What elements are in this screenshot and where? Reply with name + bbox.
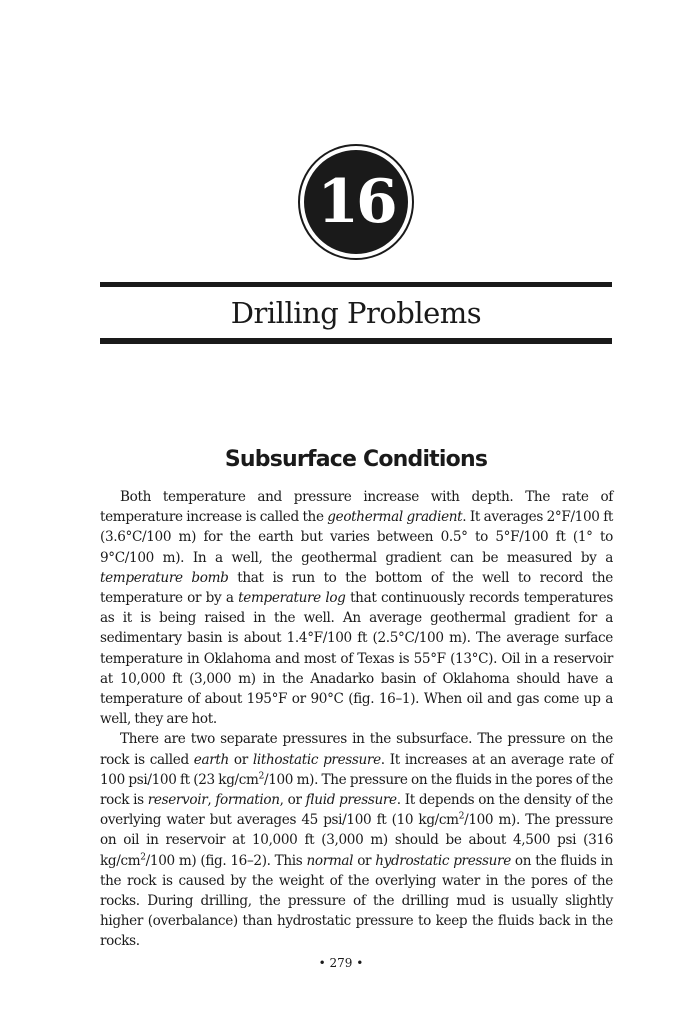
term-normal: normal (306, 852, 354, 869)
chapter-number: 16 (317, 167, 395, 237)
page-number: • 279 • (318, 956, 364, 970)
text-run: or (353, 852, 376, 869)
paragraph-pressure (100, 729, 613, 951)
term-reservoir: reservoir (147, 792, 208, 809)
superscript: 2 (258, 771, 264, 782)
text-run: , or (279, 792, 306, 809)
text-run: /100 m). The pressure on oil in reservoir at 10,000 ft (3,000 m) should be about 4,500 psi (316 kg/cm (100, 812, 613, 869)
term-lithostatic-pressure: lithostatic pressure (252, 751, 381, 768)
text-run: . It averages 2°F/100 ft (3.6°C/100 m) for the earth but varies between 0.5° to 5°F/100 ft (1° to 9°C/100 m). In a well, the geothermal gradient can be measured by a (100, 509, 614, 566)
text-run: There are two separate pressures in the subsurface. The pressure on the rock is called (100, 731, 613, 768)
title-rule-top (100, 282, 612, 287)
term-formation: formation (215, 792, 280, 809)
term-temperature-bomb: temperature bomb (100, 569, 229, 586)
chapter-title: Drilling Problems (230, 296, 482, 330)
paragraph-temperature (100, 487, 613, 729)
superscript: 2 (458, 811, 465, 822)
term-earth: earth (193, 751, 229, 768)
text-run: or (228, 751, 253, 768)
term-hydrostatic-pressure: hydrostatic pressure (375, 852, 511, 869)
title-rule-bottom (100, 338, 612, 344)
chapter-number-badge (298, 144, 414, 260)
text-run: on the fluids in the rock is caused by the weight of the overlying water in the pores of the rocks. During drilling, the pressure of the drilling mud is usually slightly higher (overbalance) than hydrostatic pressure to keep the fluids back in the rocks. (100, 852, 613, 950)
text-run: that is run to the bottom of the well to record the temperature or by a (100, 569, 613, 607)
chapter-number-disc (304, 150, 408, 254)
text-run: /100 m) (fig. 16–2). This (145, 852, 307, 869)
text-run: , (207, 792, 216, 809)
term-temperature-log: temperature log (238, 590, 346, 607)
text-run: that continuously records temperatures as it is being raised in the well. An average geothermal gradient for a sedimentary basin is about 1.4°F/100 ft (2.5°C/100 m). The average surface temperature in Oklahoma and most of Texas is 55°F (13°C). Oil in a reservoir at 10,000 ft (3,000 m) in the Anadarko basin of Oklahoma should have a temperature of about 195°F or 90°C (fig. 16–1). When oil and gas come up a well, they are hot. (100, 590, 613, 728)
text-run: /100 m). The pressure on the fluids in the pores of the rock is (100, 771, 614, 809)
body-text (100, 487, 613, 952)
text-run: Both temperature and pressure increase with depth. The rate of temperature increase is called the (100, 489, 613, 526)
superscript: 2 (140, 852, 146, 863)
text-run: . It depends on the density of the overlying water but averages 45 psi/100 ft (10 kg/cm (100, 792, 613, 829)
term-fluid-pressure: fluid pressure (305, 792, 397, 809)
text-run: . It increases at an average rate of 100 psi/100 ft (23 kg/cm (100, 751, 613, 788)
term-geothermal-gradient: geothermal gradient (327, 509, 463, 526)
section-heading: Subsurface Conditions (224, 447, 488, 472)
